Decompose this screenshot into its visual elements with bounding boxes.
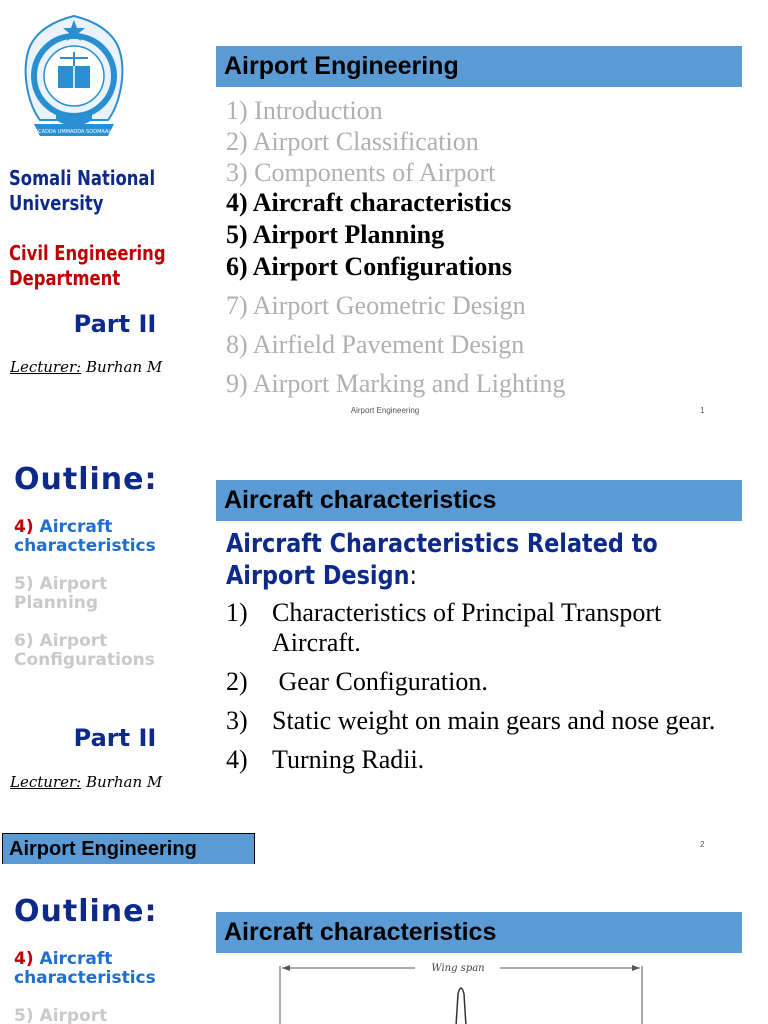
list-text: Characteristics of Principal Transport Aircraft. <box>272 598 662 657</box>
list-number: 4) <box>226 745 248 774</box>
subtitle-text: Aircraft Characteristics Related to Airport Design <box>226 529 658 591</box>
outline-item-num: 4) <box>14 949 34 969</box>
footer-title: Airport Engineering <box>350 406 420 415</box>
part-label: Part II <box>73 724 157 752</box>
outline-heading: Outline: <box>14 894 158 929</box>
list-number: 3) <box>226 706 248 735</box>
toc-item-4: 4) Aircraft characteristics <box>226 188 512 217</box>
toc-item-3: 3) Components of Airport <box>226 158 496 187</box>
lecturer-label: Lecturer: <box>10 358 82 376</box>
outline-item-text: Airport Configurations <box>14 631 155 670</box>
slide-subtitle <box>226 528 665 592</box>
lecturer-line <box>10 773 162 791</box>
outline-heading: Outline: <box>14 462 158 497</box>
toc-item-1: 1) Introduction <box>226 96 383 125</box>
outline-item <box>14 1007 164 1024</box>
list-text: Gear Configuration. <box>272 667 488 696</box>
part-label: Part II <box>73 310 157 338</box>
list-item <box>226 706 726 736</box>
list-number: 1) <box>226 598 248 627</box>
logo-ring-text: JAAMACADDA UMMADDA SOOMAALIYEED <box>22 129 126 135</box>
wing-span-label: Wing span <box>431 963 485 974</box>
outline-item-num: 4) <box>14 517 34 537</box>
outline-item-current <box>14 950 214 988</box>
outline-item-text: Airport Planning <box>14 574 108 613</box>
outline-item-num: 6) <box>14 631 34 651</box>
toc-item-5: 5) Airport Planning <box>226 220 445 249</box>
list-text: Turning Radii. <box>272 745 425 774</box>
university-name: Somali National University <box>9 166 156 215</box>
slide-2 <box>0 432 768 864</box>
outline-item-num: 5) <box>14 1006 34 1024</box>
slide-1 <box>0 0 768 432</box>
outline-item-text: Aircraft characteristics <box>14 517 156 556</box>
toc-item-6: 6) Airport Configurations <box>226 252 512 281</box>
university-logo <box>16 12 132 146</box>
slide-title: Aircraft characteristics <box>216 480 742 521</box>
list-item <box>226 598 726 658</box>
outline-item <box>14 632 214 670</box>
outline-item-text: Aircraft characteristics <box>14 949 156 988</box>
slide-3 <box>0 864 768 1024</box>
lecturer-name: Burhan M <box>85 773 163 791</box>
wing-span-diagram <box>270 954 740 1024</box>
subtitle-colon: : <box>409 561 418 591</box>
list-item <box>226 667 726 697</box>
list-number: 2) <box>226 667 248 696</box>
list-item <box>226 745 726 775</box>
characteristics-list <box>226 598 726 784</box>
toc-item-9: 9) Airport Marking and Lighting <box>226 369 566 398</box>
toc-item-7: 7) Airport Geometric Design <box>226 291 526 320</box>
outline-item <box>14 575 164 613</box>
slide-title: Airport Engineering <box>216 46 742 87</box>
slide-title: Aircraft characteristics <box>216 912 742 953</box>
list-text: Static weight on main gears and nose gear. <box>272 706 716 735</box>
toc-item-8: 8) Airfield Pavement Design <box>226 330 525 359</box>
page-number: 1 <box>700 406 705 415</box>
lecturer-name: Burhan M <box>85 358 163 376</box>
lecturer-line <box>10 358 162 376</box>
page-number: 2 <box>700 840 705 849</box>
outline-item-current <box>14 518 214 556</box>
department-name: Civil Engineering Department <box>9 241 166 290</box>
toc-item-2: 2) Airport Classification <box>226 127 479 156</box>
outline-item-num: 5) <box>14 574 34 594</box>
footer-box: Airport Engineering <box>2 833 255 864</box>
outline-item-text: Airport <box>39 1006 108 1024</box>
lecturer-label: Lecturer: <box>10 773 82 791</box>
